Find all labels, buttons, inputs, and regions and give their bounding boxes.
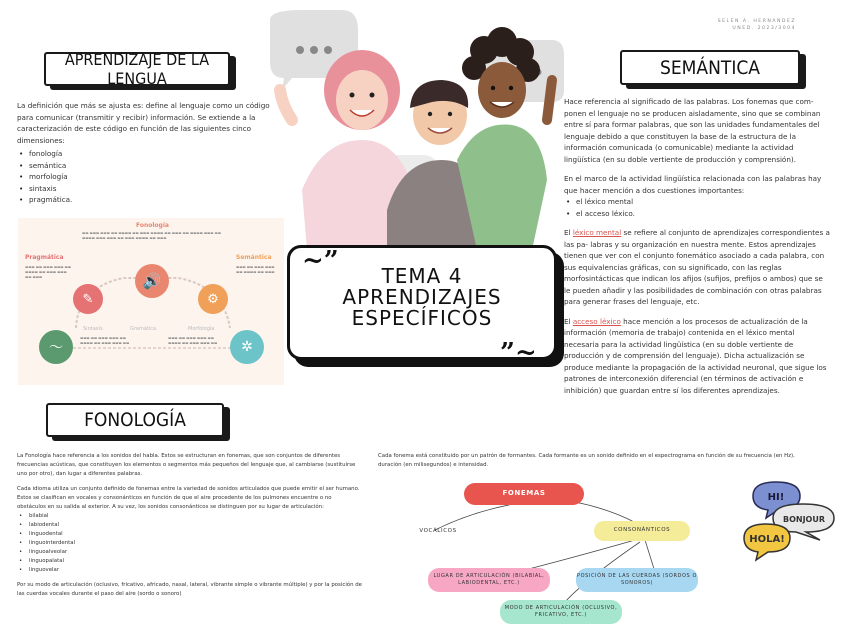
- network-icon: ✲: [230, 330, 264, 364]
- speaker-icon: 🔊: [135, 264, 169, 298]
- chat-icon: ✎: [73, 284, 103, 314]
- list-item: • el léxico mental: [564, 196, 830, 208]
- author-id: UNED. 2023/3004: [732, 26, 796, 32]
- tema-line-3: ESPECÍFICOS: [351, 306, 493, 330]
- aprendizaje-title: APRENDIZAJE DE LA LENGUA: [64, 50, 210, 88]
- list-item: • labiodental: [17, 521, 362, 530]
- p4-body: hace mención a los procesos de actualización de la información (memoria de trabajo) contenida en el léxico mental necesaria para la actividad lingüística (en su doble vertiente de producción y de comprensión del lenguaje). Dicha actualización se produce mediante la propagación de la actividad neuronal, que sigue los patrones de interconexión diferencial (en términos de activación e inhibición) que guardan entre sí los diferentes aprendizajes.: [564, 316, 827, 395]
- fonologia-paragraph-2: Cada idioma utiliza un conjunto definido de fonemas entre la variedad de sonidos articulados que puede emitir el ser humano. Estos se clasifican en vocales y consonánticos en función de que el aire procedente de los pulmones encuentre o no obstáculos en su salida al exterior. A su vez, los sonidos consonánticos se distinguen por su lugar de articulación:: [17, 485, 360, 510]
- infographic-bottom-right: Morfología: [188, 326, 215, 332]
- list-item: • sintaxis: [17, 183, 277, 195]
- semantica-paragraph-4: [564, 316, 830, 397]
- semantica-paragraph-1: Hace referencia al significado de las palabras. Los fonemas que com- ponen el lenguaje no se producen aisladamente, sino que se combinan entre sí para formar palabras, que son las unidades fundamentales del lenguaje debido a que constituyen la base de la estructura de la información comunicada (o comunicable) mediante la actividad lingüística (en su doble vertiente de producción y comprensión).: [564, 97, 821, 164]
- list-item: • linguoalveolar: [17, 548, 362, 557]
- aprendizaje-paragraph: La definición que más se ajusta es: define al lenguaje como un código para comunicar (transmitir y recibir) información. Se extiende a la caracterización de este código en función de las siguientes cinco dimensiones:: [17, 101, 270, 145]
- infographic-left-text: ▬▬▬ ▬▬ ▬▬▬ ▬▬▬ ▬▬ ▬▬▬▬ ▬▬ ▬▬▬ ▬▬▬ ▬▬ ▬▬▬: [25, 265, 71, 279]
- infographic-title: Fonología: [136, 222, 169, 229]
- semantica-heading: [620, 50, 800, 85]
- tema-line-2: APRENDIZAJES: [342, 285, 502, 309]
- semantica-text: [564, 96, 830, 396]
- mindmap-vocalicos: VOCÁLICOS: [419, 528, 457, 535]
- fonologia-title: FONOLOGÍA: [84, 409, 186, 431]
- lexico-mental-link[interactable]: léxico mental: [572, 228, 622, 238]
- articulation-list: [17, 512, 362, 574]
- dimensions-list: [17, 148, 277, 206]
- semantica-paragraph-2: En el marco de la actividad lingüística relacionada con las palabras hay que hacer mención a dos cuestiones importantes:: [564, 174, 822, 195]
- bonjour-text: BONJOUR: [782, 515, 826, 524]
- list-item: • bilabial: [17, 512, 362, 521]
- list-item: • morfología: [17, 171, 277, 183]
- infographic-right-text: ▬▬▬ ▬▬ ▬▬▬ ▬▬▬ ▬▬ ▬▬▬▬ ▬▬ ▬▬▬: [236, 265, 275, 274]
- mindmap-consonanticos: CONSONÁNTICOS: [594, 521, 690, 541]
- mindmap-cuerdas: POSICIÓN DE LAS CUERDAS (SORDOS O SONOROS): [576, 568, 698, 592]
- list-item: • semántica: [17, 160, 277, 172]
- p4-prefix: El: [564, 316, 573, 326]
- tema-line-1: TEMA 4: [381, 264, 463, 288]
- fonologia-heading: [46, 403, 224, 437]
- author-block: [700, 18, 796, 33]
- fonologia-paragraph-1: La Fonología hace referencia a los sonidos del habla. Estos se estructuran en fonemas, que son conjuntos de diferentes frecuencias acústicas, que constituyen los elementos o segmentos más pequeños del lenguaje que, al cambiarse (sustituirse uno por otro), dan lugar a diferentes palabras.: [17, 453, 356, 477]
- fonologia-text: [17, 452, 362, 599]
- infographic-left: Pragmática: [25, 254, 64, 261]
- fonologia-paragraph-3: Por su modo de articulación (oclusivo, fricativo, africado, nasal, lateral, vibrante simple o vibrante múltiple) y por la posición de las cuerdas vocales durante el paso del aire (sordo o sonoro): [17, 581, 362, 597]
- mindmap-root: FONEMAS: [464, 483, 584, 505]
- list-item: • pragmática.: [17, 194, 277, 206]
- semantica-list: [564, 196, 830, 219]
- infographic-bottom-left: Sintaxis: [83, 326, 103, 332]
- semantica-title: SEMÁNTICA: [660, 56, 760, 79]
- infographic-right: Semántica: [236, 254, 272, 261]
- people-illustration: [262, 10, 572, 250]
- wave-icon: 〜: [39, 330, 73, 364]
- list-item: • linguodental: [17, 530, 362, 539]
- infographic-bottom-left-text: ▬▬▬ ▬▬ ▬▬▬ ▬▬▬ ▬▬ ▬▬▬▬ ▬▬ ▬▬▬ ▬▬▬ ▬▬: [80, 336, 130, 345]
- formantes-paragraph: Cada fonema está constituido por un patrón de formantes. Cada formante es un sonido definido en el espectrograma en función de su frecuencia (en Hz), duración (en milisegundos) e intensidad.: [378, 453, 795, 469]
- author-name: SELEN A. HERNANDEZ: [717, 19, 796, 24]
- aprendizaje-text: [17, 100, 277, 206]
- list-item: • fonología: [17, 148, 277, 160]
- infographic-bottom-right-text: ▬▬▬ ▬▬ ▬▬▬ ▬▬▬ ▬▬ ▬▬▬▬ ▬▬ ▬▬▬ ▬▬▬ ▬▬: [168, 336, 218, 345]
- hi-text: HI!: [767, 492, 785, 503]
- close-quote-icon: ”~: [500, 338, 537, 368]
- infographic-bottom-mid: Gramática: [130, 326, 157, 332]
- list-item: • linguointerdental: [17, 539, 362, 548]
- open-quote-icon: ~”: [302, 246, 339, 276]
- list-item: • linguovelar: [17, 566, 362, 575]
- acceso-lexico-link[interactable]: acceso léxico: [572, 316, 621, 326]
- linguistics-infographic: [18, 218, 284, 385]
- p3-body: se refiere al conjunto de aprendizajes correspondientes a las pa- labras y su organización en nuestra mente. Estos aprendizajes tienen que ver con el conjunto fonemático asociado a cada palabra, con sus equivalencias gráficas, con su significado, con las reglas morfosintácticas que indican los afijos (sufijos, prefijos o ambos) que se le pueden añadir y las posibilidades de combinación con otras palabras para generar frases del lenguaje, etc.: [564, 228, 830, 307]
- mindmap-modo: MODO DE ARTICULACIÓN (OCLUSIVO, FRICATIVO, ETC.): [500, 600, 622, 624]
- link-icon: ⚙: [198, 284, 228, 314]
- hola-text: HOLA!: [749, 534, 785, 545]
- semantica-paragraph-3: [564, 227, 830, 308]
- list-item: • linguopalatal: [17, 557, 362, 566]
- infographic-top-text: ▬▬ ▬▬▬ ▬▬▬ ▬▬ ▬▬▬▬ ▬▬ ▬▬▬ ▬▬▬▬ ▬▬ ▬▬▬ ▬▬ ▬▬▬▬ ▬▬▬ ▬▬ ▬▬▬▬ ▬▬▬ ▬▬▬ ▬▬ ▬▬▬ ▬▬▬▬ ▬▬ ▬▬▬: [82, 231, 221, 240]
- greeting-bubbles: [738, 476, 838, 566]
- list-item: • el acceso léxico.: [564, 208, 830, 220]
- aprendizaje-heading: [44, 52, 230, 86]
- formantes-text: [378, 452, 798, 470]
- mindmap-lugar: LUGAR DE ARTICULACIÓN (BILABIAL, LABIODENTAL, ETC.): [428, 568, 550, 592]
- p3-prefix: El: [564, 228, 573, 238]
